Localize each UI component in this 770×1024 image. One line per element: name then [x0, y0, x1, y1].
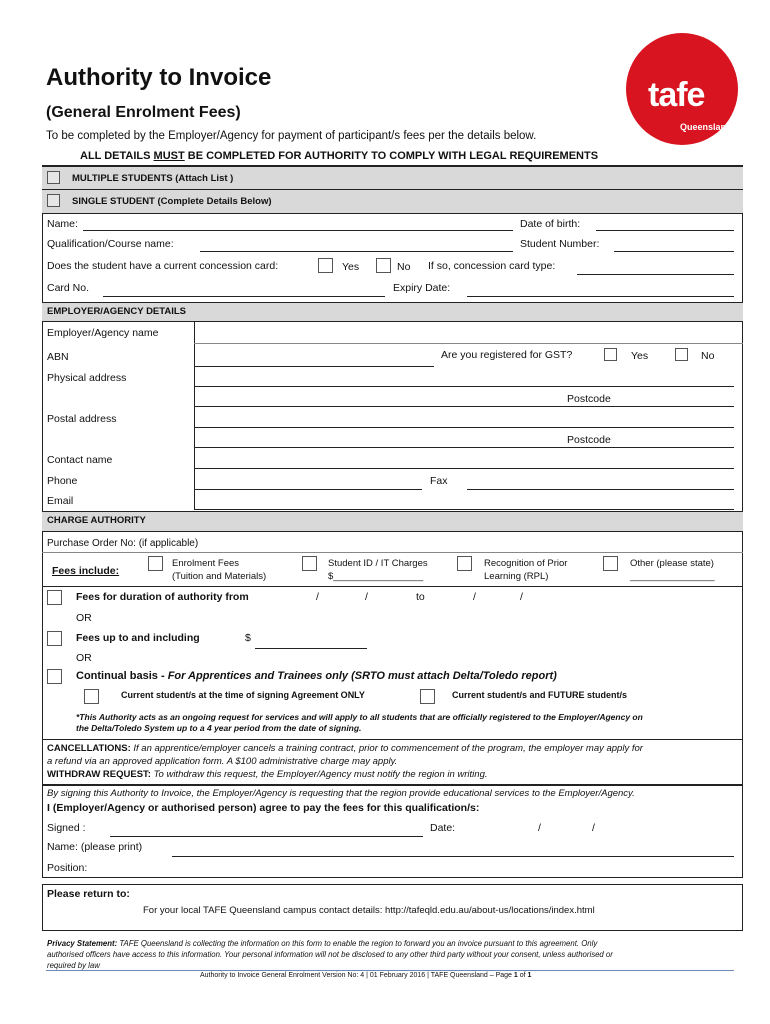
contact-name-label: Contact name: [47, 454, 113, 466]
gst-question: Are you registered for GST?: [441, 349, 573, 361]
postal-address-label: Postal address: [47, 413, 117, 425]
signing-bottom-border: [42, 877, 743, 878]
signing-agreement: I (Employer/Agency or authorised person) agree to pay the fees for this qualification/s:: [47, 802, 480, 814]
qualification-field[interactable]: [200, 251, 513, 252]
employer-name-field[interactable]: [194, 343, 743, 344]
intro-text: To be completed by the Employer/Agency for payment of participant/s fees per the details below.: [46, 130, 537, 142]
phone-field[interactable]: [194, 489, 422, 490]
postal-address-field-2[interactable]: [194, 447, 734, 448]
qualification-label: Qualification/Course name:: [47, 238, 174, 250]
concession-type-label: If so, concession card type:: [428, 260, 556, 272]
signed-label: Signed :: [47, 822, 86, 834]
upto-dollar: $: [245, 632, 251, 644]
gst-yes-label: Yes: [631, 350, 649, 362]
employer-heading: EMPLOYER/AGENCY DETAILS: [47, 306, 186, 317]
dob-field[interactable]: [596, 230, 734, 231]
authority-note-1: *This Authority acts as an ongoing request for services and will apply to all students that are officially registered to the Employer/Agency on: [76, 712, 643, 722]
contact-name-field[interactable]: [194, 468, 734, 469]
dob-label: Date of birth:: [520, 218, 581, 230]
rpl-label-1: Recognition of Prior: [484, 558, 568, 569]
footer-body: Authority to Invoice General Enrolment Version No: 4 | 01 February 2016 | TAFE Queensland – Page: [200, 972, 514, 979]
footer-of: of: [517, 972, 528, 979]
page-subtitle: (General Enrolment Fees): [46, 104, 241, 121]
sign-date-slash-2: /: [592, 822, 595, 834]
continual-checkbox[interactable]: [47, 669, 62, 684]
duration-slash-4: /: [520, 591, 523, 603]
student-id-checkbox[interactable]: [302, 556, 317, 571]
gst-no-checkbox[interactable]: [675, 348, 688, 361]
po-divider: [42, 552, 743, 553]
student-name-label: Name:: [47, 218, 78, 230]
multiple-students-label: MULTIPLE STUDENTS (Attach List ): [72, 173, 234, 184]
student-number-field[interactable]: [614, 251, 734, 252]
gst-no-label: No: [701, 350, 715, 362]
student-id-label-1: Student ID / IT Charges: [328, 558, 428, 569]
duration-checkbox[interactable]: [47, 590, 62, 605]
postal-address-field-1[interactable]: [194, 427, 734, 428]
cancellations-text-2: a refund via an approved application form. A $100 administrative charge may apply.: [47, 756, 398, 767]
footer-page: 1: [513, 972, 518, 979]
duration-label: Fees for duration of authority from: [76, 591, 249, 603]
cancellations-label: CANCELLATIONS:: [47, 743, 131, 754]
abn-field[interactable]: [194, 366, 434, 367]
return-heading: Please return to:: [47, 888, 130, 900]
or-label-1: OR: [76, 612, 92, 624]
concession-no-checkbox[interactable]: [376, 258, 391, 273]
fax-label: Fax: [430, 475, 448, 487]
student-id-label-2: $_________________: [328, 571, 424, 582]
current-only-checkbox[interactable]: [84, 689, 99, 704]
authority-note-2: the Delta/Toledo System up to a 4 year period from the date of signing.: [76, 723, 362, 733]
charge-bottom-divider: [42, 739, 743, 740]
student-name-field[interactable]: [83, 230, 513, 231]
signing-right-border: [742, 784, 743, 878]
requirements-notice: [80, 150, 598, 162]
sign-date-slash-1: /: [538, 822, 541, 834]
gst-yes-checkbox[interactable]: [604, 348, 617, 361]
physical-address-field-1[interactable]: [194, 386, 734, 387]
charge-heading-row: [42, 511, 743, 532]
rpl-checkbox[interactable]: [457, 556, 472, 571]
current-only-label: Current student/s at the time of signing Agreement ONLY: [121, 690, 365, 700]
card-no-field[interactable]: [103, 296, 385, 297]
footer-total: 1: [527, 972, 532, 979]
other-label-1: Other (please state): [630, 558, 714, 569]
enrolment-fees-checkbox[interactable]: [148, 556, 163, 571]
po-label: Purchase Order No: (if applicable): [47, 538, 199, 549]
physical-address-label: Physical address: [47, 372, 127, 384]
fax-field[interactable]: [467, 489, 734, 490]
or-label-2: OR: [76, 652, 92, 664]
upto-label: Fees up to and including: [76, 632, 200, 644]
email-field[interactable]: [194, 509, 734, 510]
duration-to: to: [416, 591, 425, 603]
req-post: BE COMPLETED FOR AUTHORITY TO COMPLY WITH LEGAL REQUIREMENTS: [184, 150, 599, 162]
concession-question: Does the student have a current concession card:: [47, 260, 279, 272]
duration-slash-2: /: [365, 591, 368, 603]
print-name-label: Name: (please print): [47, 841, 143, 853]
withdraw-body: To withdraw this request, the Employer/Agency must notify the region in writing.: [150, 769, 488, 780]
abn-label: ABN: [47, 351, 69, 363]
email-label: Email: [47, 495, 74, 507]
print-name-field[interactable]: [172, 856, 734, 857]
signed-field[interactable]: [110, 836, 423, 837]
privacy-line-1: [47, 939, 597, 948]
card-no-label: Card No.: [47, 282, 90, 294]
phone-label: Phone: [47, 475, 78, 487]
continual-italic: For Apprentices and Trainees only (SRTO must attach Delta/Toledo report): [167, 670, 557, 682]
signing-left-border: [42, 784, 43, 878]
cancellations-body-1: If an apprentice/employer cancels a training contract, prior to commencement of the program, the employer may apply for: [130, 743, 643, 754]
rpl-label-2: Learning (RPL): [484, 571, 549, 582]
upto-amount-field[interactable]: [255, 648, 367, 649]
signing-intro: By signing this Authority to Invoice, the Employer/Agency is requesting that the region provide educational services to the Employer/Agency.: [47, 788, 635, 799]
return-text: For your local TAFE Queensland campus contact details: http://tafeqld.edu.au/about-us/locations/index.html: [143, 905, 595, 916]
privacy-line-3: required by law: [47, 961, 100, 970]
concession-no-label: No: [397, 261, 411, 273]
privacy-line-2: authorised officers have access to this information. Your personal information will not be disclosed to any other third party without your consent, unless authorised or: [47, 950, 613, 959]
privacy-body-1: TAFE Queensland is collecting the information on this form to enable the region to forward you an invoice pursuant to this agreement. Only: [117, 939, 598, 948]
cancellations-divider: [42, 784, 743, 785]
current-future-label: Current student/s and FUTURE student/s: [452, 690, 628, 700]
upto-checkbox[interactable]: [47, 631, 62, 646]
expiry-field[interactable]: [467, 296, 734, 297]
student-number-label: Student Number:: [520, 238, 600, 250]
duration-slash-3: /: [473, 591, 476, 603]
footer-rule: [46, 970, 734, 971]
enrolment-fees-label-1: Enrolment Fees: [172, 558, 240, 569]
current-future-checkbox[interactable]: [420, 689, 435, 704]
footer-text: [200, 972, 531, 979]
charge-heading: CHARGE AUTHORITY: [47, 515, 146, 526]
employer-label-divider: [194, 322, 195, 510]
concession-type-field[interactable]: [577, 274, 734, 275]
req-must: MUST: [153, 150, 185, 162]
duration-slash-1: /: [316, 591, 319, 603]
employer-name-label: Employer/Agency name: [47, 327, 159, 339]
postal-postcode-label: Postcode: [567, 434, 611, 446]
expiry-label: Expiry Date:: [393, 282, 451, 294]
concession-yes-label: Yes: [342, 261, 360, 273]
fees-include-label: Fees include:: [52, 565, 120, 577]
tafe-logo-text: tafe: [648, 76, 705, 114]
privacy-label: Privacy Statement:: [47, 939, 118, 948]
continual-label: [76, 670, 557, 682]
withdraw-text: [47, 769, 488, 780]
physical-address-field-2[interactable]: [194, 406, 734, 407]
withdraw-label: WITHDRAW REQUEST:: [47, 769, 151, 780]
page-title: Authority to Invoice: [46, 64, 272, 91]
enrolment-fees-label-2: (Tuition and Materials): [172, 571, 267, 582]
req-pre: ALL DETAILS: [80, 150, 154, 162]
tafe-logo-subtext: Queensland: [680, 122, 732, 132]
sign-date-label: Date:: [430, 822, 456, 834]
concession-yes-checkbox[interactable]: [318, 258, 333, 273]
position-label: Position:: [47, 862, 88, 874]
single-student-label: SINGLE STUDENT (Complete Details Below): [72, 196, 272, 207]
single-student-checkbox[interactable]: [47, 194, 60, 207]
other-checkbox[interactable]: [603, 556, 618, 571]
cancellations-text-1: [47, 743, 643, 754]
other-label-2: ________________: [630, 571, 715, 582]
fees-include-divider: [42, 586, 743, 587]
multiple-students-checkbox[interactable]: [47, 171, 60, 184]
physical-postcode-label: Postcode: [567, 393, 611, 405]
continual-pre: Continual basis -: [76, 670, 168, 682]
